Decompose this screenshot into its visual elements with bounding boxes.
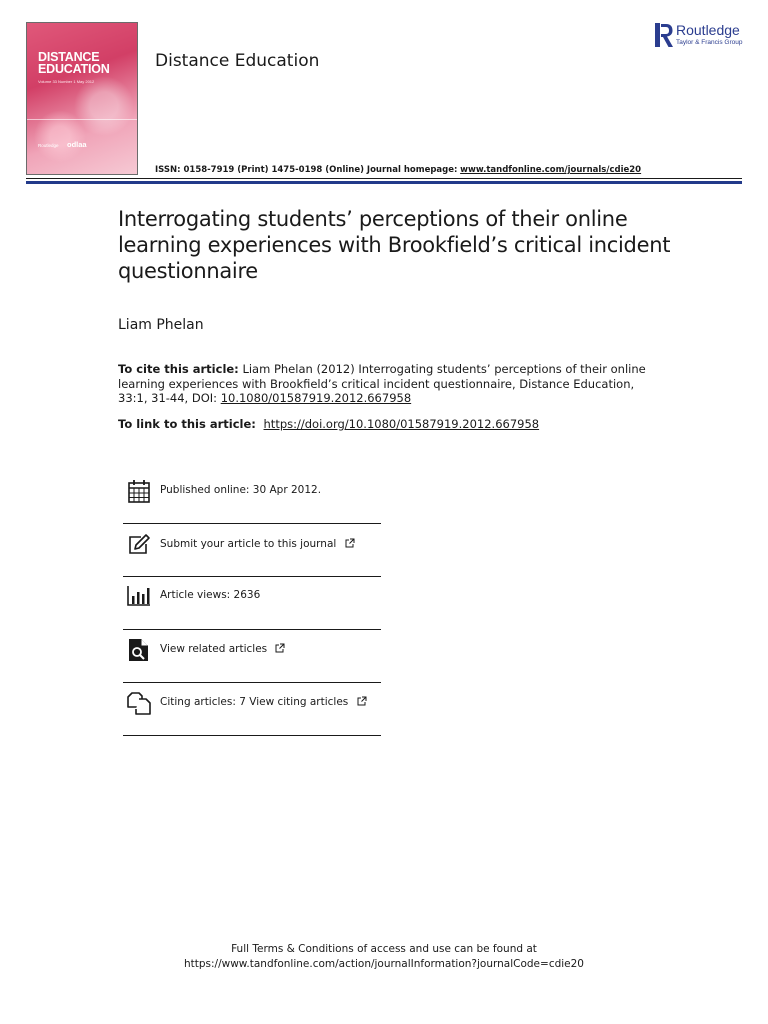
info-divider xyxy=(123,735,381,736)
citation-label: To cite this article: xyxy=(118,362,239,376)
header-rule-thin xyxy=(26,178,742,179)
article-views-row xyxy=(123,584,381,608)
info-divider xyxy=(123,629,381,630)
journal-name: Distance Education xyxy=(155,51,320,71)
cover-divider xyxy=(27,119,138,120)
publisher-logo[interactable] xyxy=(654,22,754,50)
cover-partner-logo: odlaa xyxy=(67,140,87,149)
journal-cover-image xyxy=(26,22,138,175)
header-rule-thick xyxy=(26,181,742,184)
edit-icon xyxy=(127,533,151,557)
external-link-icon xyxy=(345,538,355,548)
journal-homepage-link[interactable]: www.tandfonline.com/journals/cdie20 xyxy=(460,165,642,175)
related-articles-link[interactable] xyxy=(160,643,285,655)
copy-icon xyxy=(127,691,151,715)
article-author[interactable]: Liam Phelan xyxy=(118,317,204,333)
external-link-icon xyxy=(357,696,367,706)
citation-doi-link[interactable]: 10.1080/01587919.2012.667958 xyxy=(220,391,412,406)
citing-articles-row[interactable] xyxy=(123,691,381,715)
info-divider xyxy=(123,523,381,524)
submit-article-link[interactable] xyxy=(160,538,355,550)
search-document-icon xyxy=(127,638,151,662)
article-views-text: Article views: 2636 xyxy=(160,589,261,601)
external-link-icon xyxy=(275,643,285,653)
info-divider xyxy=(123,576,381,577)
article-link-block xyxy=(118,417,678,431)
issn-line xyxy=(155,165,641,175)
cover-publisher-mark: Routledge xyxy=(38,143,59,148)
published-online-text: Published online: 30 Apr 2012. xyxy=(160,484,322,496)
submit-article-label: Submit your article to this journal xyxy=(160,538,337,550)
related-articles-label: View related articles xyxy=(160,643,268,655)
related-articles-row[interactable] xyxy=(123,638,381,662)
info-divider xyxy=(123,682,381,683)
citing-articles-label: Citing articles: 7 View citing articles xyxy=(160,696,349,708)
terms-footer xyxy=(0,942,768,972)
terms-link[interactable]: https://www.tandfonline.com/action/journalInformation?journalCode=cdie20 xyxy=(183,958,584,970)
article-title: Interrogating students’ perceptions of their online learning experiences with Brookfield’s critical incident questionnaire xyxy=(118,207,671,283)
bar-chart-icon xyxy=(127,584,151,608)
article-link-label: To link to this article: xyxy=(118,417,256,431)
publisher-tagline: Taylor & Francis Group xyxy=(676,39,743,46)
citing-articles-link[interactable] xyxy=(160,696,367,708)
published-online-row xyxy=(123,479,381,503)
submit-article-row[interactable] xyxy=(123,533,381,557)
publisher-name: Routledge xyxy=(676,22,740,38)
routledge-r-icon xyxy=(654,22,674,48)
citation-block xyxy=(118,362,663,406)
cover-title: DISTANCE EDUCATION xyxy=(38,50,110,76)
terms-text: Full Terms & Conditions of access and use can be found at xyxy=(231,943,537,955)
citation-text: Liam Phelan (2012) Interrogating students’ perceptions of their online learning experiences with Brookfield’s critical incident questionnaire, Distance Education, 33:1, 31-44, DOI: xyxy=(118,362,646,406)
article-doi-link[interactable]: https://doi.org/10.1080/01587919.2012.667958 xyxy=(263,417,540,431)
cover-subtitle: Volume 33 Number 1 May 2012 xyxy=(38,79,95,84)
issn-text: ISSN: 0158-7919 (Print) 1475-0198 (Online) Journal homepage: xyxy=(155,165,458,175)
calendar-icon xyxy=(127,479,151,503)
